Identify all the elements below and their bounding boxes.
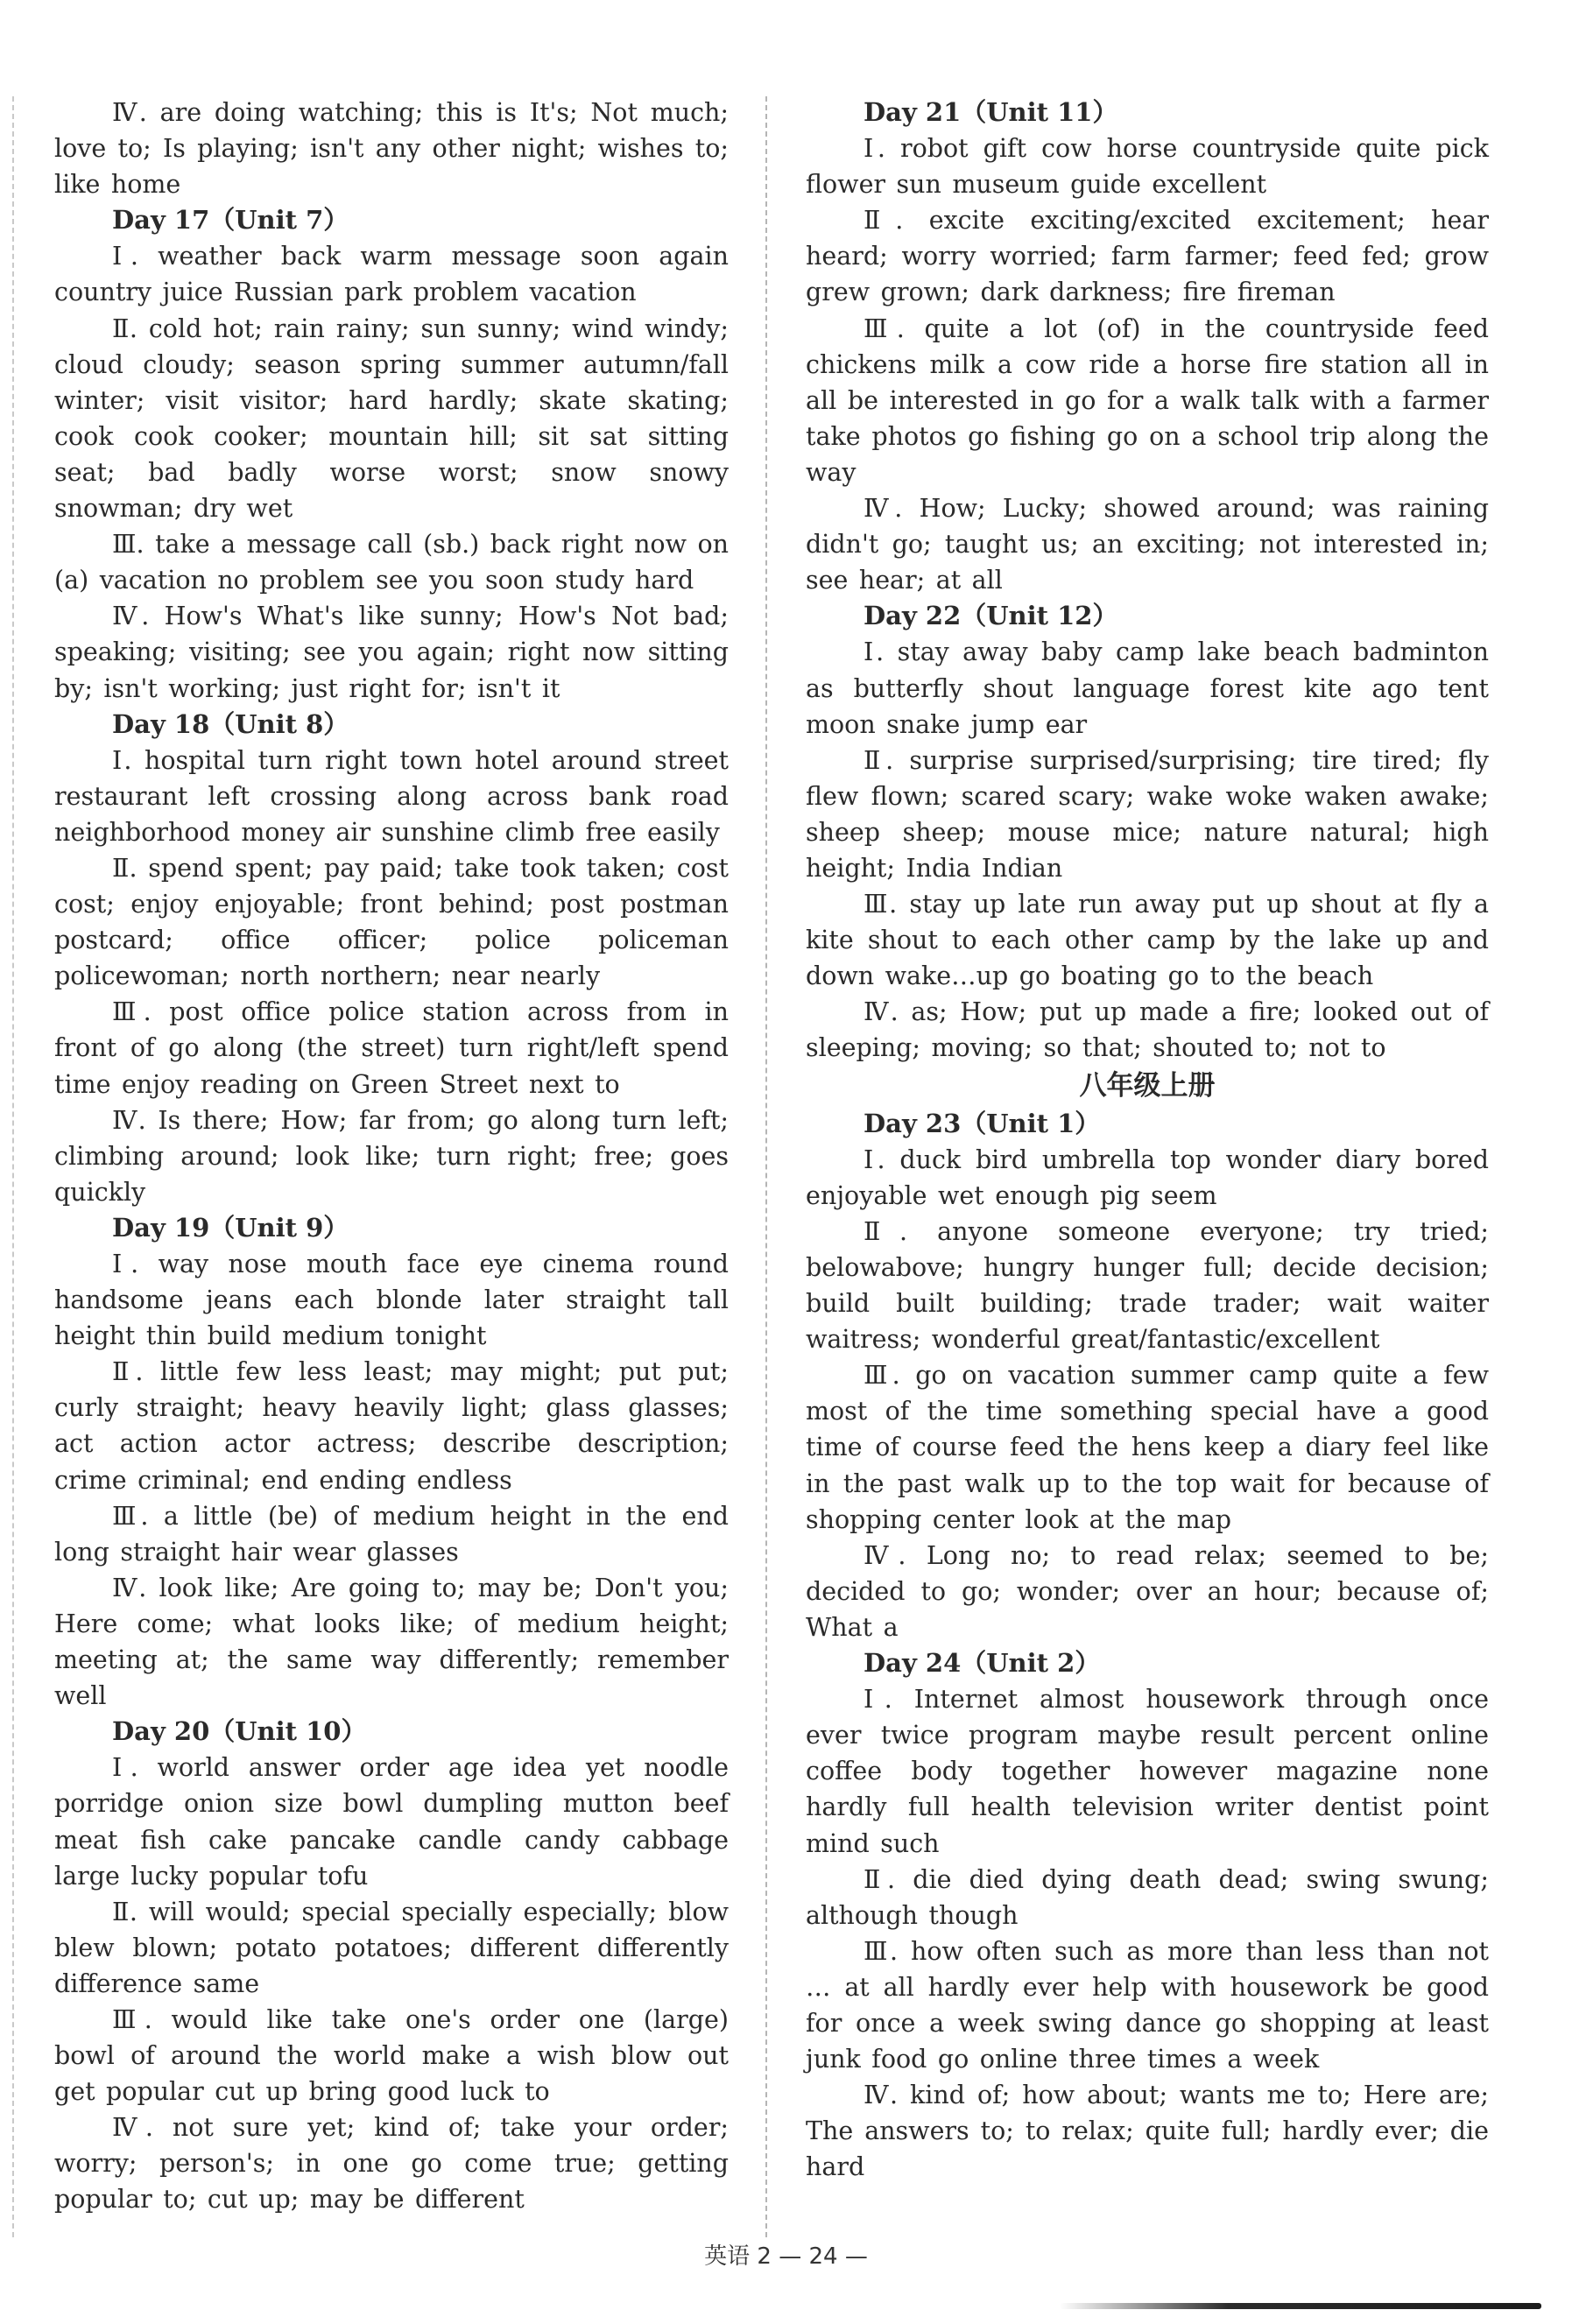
answer-section: Ⅰ. way nose mouth face eye cinema round handsome jeans each blonde later straight tall height thin build medium tonight <box>54 1250 729 1351</box>
answer-section: Ⅳ. are doing watching; this is It's; Not much; love to; Is playing; isn't any other night; wishes to; like home <box>54 98 729 200</box>
answer-section: Ⅱ. little few less least; may might; put put; curly straight; heavy heavily light; glass glasses; act action actor actress; describe description; crime criminal; end ending endless <box>54 1357 729 1495</box>
answer-section: Ⅱ. anyone someone everyone; try tried; belowabove; hungry hunger full; decide decision; build built building; trade trader; wait waiter waitress; wonderful great/fantastic/excellent <box>806 1216 1489 1355</box>
answer-section: Ⅳ. as; How; put up made a fire; looked out of sleeping; moving; so that; shouted to; not to <box>806 997 1489 1063</box>
answer-section: Ⅳ. look like; Are going to; may be; Don't you; Here come; what looks like; of medium height; meeting at; the same way differently; remember well <box>54 1573 729 1711</box>
page-footer <box>0 2238 1572 2271</box>
day-heading: Day 22（Unit 12） <box>864 601 1118 631</box>
answer-section: Ⅳ. Long no; to read relax; seemed to be; decided to go; wonder; over an hour; because of; What a <box>806 1540 1489 1642</box>
day-heading: Day 21（Unit 11） <box>864 97 1118 127</box>
answer-section: Ⅰ. hospital turn right town hotel around street restaurant left crossing along across bank road neighborhood money air sunshine climb free easily <box>54 745 729 847</box>
day-heading: Day 23（Unit 1） <box>864 1108 1101 1138</box>
left-edge-line <box>12 96 14 2237</box>
answer-section: Ⅳ. How's What's like sunny; How's Not bad; speaking; visiting; see you again; right now sitting by; isn't working; just right for; isn't it <box>54 602 729 703</box>
answer-section: Ⅱ. surprise surprised/surprising; tire tired; fly flew flown; scared scary; wake woke waken awake; sheep sheep; mouse mice; nature natural; high height; India Indian <box>806 745 1489 883</box>
bottom-decoration <box>1060 2303 1541 2309</box>
answer-section: Ⅳ. kind of; how about; wants me to; Here are; The answers to; to relax; quite full; hardly ever; die hard <box>806 2081 1489 2182</box>
grade-heading: 八年级上册 <box>1079 1069 1216 1102</box>
answer-section: Ⅲ. go on vacation summer camp quite a few most of the time something special have a good time of course feed the hens keep a diary feel like in the past walk up to the top wait for because of shopping center look at the map <box>806 1361 1489 1534</box>
page-number: 英语 2 — 24 — <box>704 2243 868 2270</box>
answer-section: Ⅰ. duck bird umbrella top wonder diary bored enjoyable wet enough pig seem <box>806 1144 1489 1210</box>
answer-section: Ⅱ. die died dying death dead; swing swung; although though <box>806 1864 1489 1930</box>
day-heading: Day 24（Unit 2） <box>864 1648 1101 1679</box>
column-divider <box>765 96 767 2237</box>
answer-section: Ⅳ. How; Lucky; showed around; was raining didn't go; taught us; an exciting; not interested in; see hear; at all <box>806 494 1489 595</box>
left-column <box>54 95 729 2218</box>
answer-section: Ⅰ. stay away baby camp lake beach badminton as butterfly shout language forest kite ago tent moon snake jump ear <box>806 637 1489 739</box>
answer-section: Ⅱ. spend spent; pay paid; take took taken; cost cost; enjoy enjoyable; front behind; post postman postcard; office officer; police policeman policewoman; north northern; near nearly <box>54 853 729 991</box>
answer-section: Ⅰ. world answer order age idea yet noodle porridge onion size bowl dumpling mutton beef meat fish cake pancake candle candy cabbage large lucky popular tofu <box>54 1753 729 1891</box>
answer-section: Ⅳ. not sure yet; kind of; take your order; worry; person's; in one go come true; getting popular to; cut up; may be different <box>54 2113 729 2215</box>
answer-section: Ⅰ. Internet almost housework through once ever twice program maybe result percent online coffee body together however magazine none hardly full health television writer dentist point mind such <box>806 1685 1489 1858</box>
answer-section: Ⅱ. cold hot; rain rainy; sun sunny; wind windy; cloud cloudy; season spring summer autumn/fall winter; visit visitor; hard hardly; skate skating; cook cook cooker; mountain hill; sit sat sitting seat; bad badly worse worst; snow snowy snowman; dry wet <box>54 313 729 524</box>
day-heading: Day 18（Unit 8） <box>112 708 349 739</box>
answer-section: Ⅲ. post office police station across from in front of go along (the street) turn right/left spend time enjoy reading on Green Street next to <box>54 997 729 1099</box>
answer-section: Ⅱ. will would; special specially especially; blow blew blown; potato potatoes; different differently difference same <box>54 1897 729 1998</box>
answer-section: Ⅲ. how often such as more than less than not … at all hardly ever help with housework be good for once a week swing dance go shopping at least junk food go online three times a week <box>806 1936 1489 2074</box>
day-heading: Day 19（Unit 9） <box>112 1212 349 1243</box>
answer-section: Ⅰ. robot gift cow horse countryside quite pick flower sun museum guide excellent <box>806 134 1489 200</box>
day-heading: Day 17（Unit 7） <box>112 205 349 236</box>
answer-section: Ⅲ. take a message call (sb.) back right now on (a) vacation no problem see you soon study hard <box>54 530 729 595</box>
answer-section: Ⅲ. stay up late run away put up shout at fly a kite shout to each other camp by the lake up and down wake…up go boating go to the beach <box>806 890 1489 991</box>
answer-section: Ⅲ. quite a lot (of) in the countryside feed chickens milk a cow ride a horse fire station all in all be interested in go for a walk talk with a farmer take photos go fishing go on a school trip along the way <box>806 313 1489 487</box>
day-heading: Day 20（Unit 10） <box>112 1716 367 1747</box>
answer-section: Ⅱ. excite exciting/excited excitement; hear heard; worry worried; farm farmer; feed fed; grow grew grown; dark darkness; fire fireman <box>806 206 1489 307</box>
answer-section: Ⅰ. weather back warm message soon again country juice Russian park problem vacation <box>54 242 729 307</box>
answer-section: Ⅲ. a little (be) of medium height in the end long straight hair wear glasses <box>54 1501 729 1567</box>
answer-section: Ⅳ. Is there; How; far from; go along turn left; climbing around; look like; turn right; free; goes quickly <box>54 1105 729 1207</box>
right-column <box>806 95 1489 2185</box>
answer-section: Ⅲ. would like take one's order one (large) bowl of around the world make a wish blow out get popular cut up bring good luck to <box>54 2004 729 2107</box>
